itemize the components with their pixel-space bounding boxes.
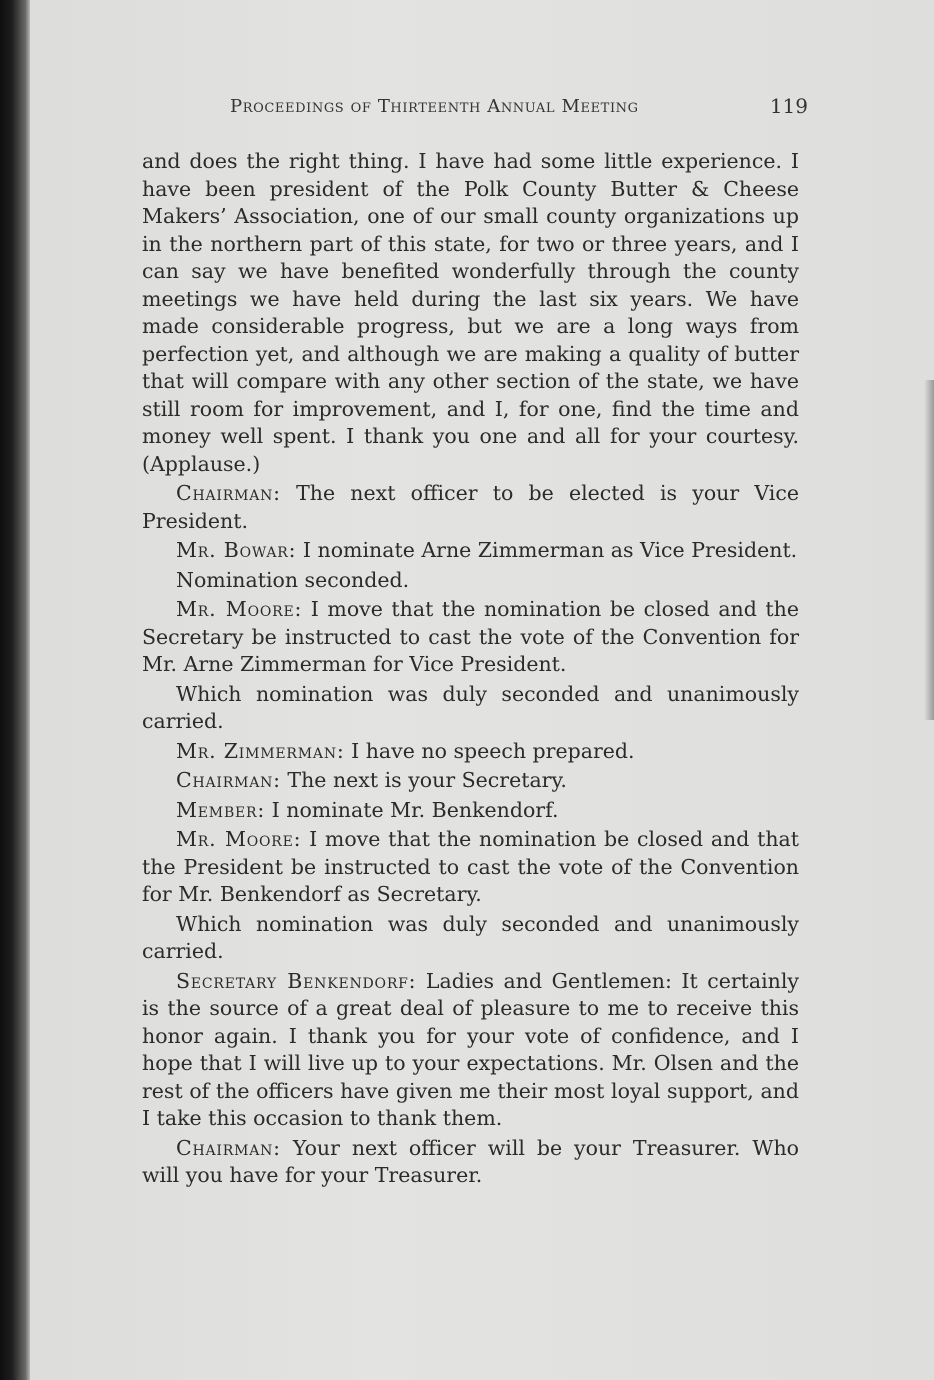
paragraph [142,797,799,825]
paragraph-text: I nominate Mr. Benkendorf. [271,797,559,822]
paragraph-text: Which nomination was duly seconded and unanimously carried. [142,681,799,733]
paragraph-text: Which nomination was duly seconded and unanimously carried. [142,911,799,963]
paragraph [142,148,799,478]
running-header [230,96,808,126]
paragraph-text: I have no speech prepared. [351,738,635,763]
page-number: 119 [769,94,808,118]
paragraph [142,567,799,595]
speaker-label: Chairman: [176,481,281,505]
paragraph-text: Your next officer will be your Treasurer. Who will you have for your Treasurer. [142,1135,799,1187]
paragraph [142,1135,799,1190]
paragraph-text: I nominate Arne Zimmerman as Vice President. [302,538,798,562]
speaker-label: Mr. Moore: [176,827,302,851]
running-title: Proceedings of Thirteenth Annual Meeting [230,96,639,117]
page-edge-shadow [924,380,934,720]
speaker-label: Chairman: [176,768,281,792]
paragraph [142,767,799,795]
speaker-label: Secretary Benkendorf: [176,968,417,993]
paragraph-text: Nomination seconded. [176,567,410,592]
speaker-label: Mr. Bowar: [176,538,297,562]
paragraph-text: The next officer to be elected is your Vice President. [142,481,799,533]
paragraph-text: and does the right thing. I have had some little experience. I have been president of the Polk County Butter & Cheese Makers’ Association, one of our small county organizations up in the northern part of this state, for two or three years, and I can say we have benefited wonderfully through the county meetings we have held during the last six years. We have made considerable progress, but we are a long ways from perfection yet, and although we are making a quality of butter that will compare with any other section of the state, we have still room for improvement, and I, for one, find the time and money well spent. I thank you one and all for your courtesy. (Applause.) [142,149,799,476]
speaker-label: Chairman: [176,1135,281,1160]
speaker-label: Mr. Moore: [176,597,303,621]
paragraph [142,596,799,679]
paragraph [142,537,799,565]
paragraph-text: The next is your Secretary. [287,768,567,792]
paragraph [142,681,799,736]
speaker-label: Member: [176,797,266,822]
paragraph-text: Ladies and Gentlemen: It certainly is the source of a great deal of pleasure to me to receive this honor again. I thank you for your vote of confidence, and I hope that I will live up to your expectations. Mr. Olsen and the rest of the officers have given me their most loyal support, and I take this occasion to thank them. [142,968,799,1130]
paragraph [142,911,799,966]
book-spine-shadow [0,0,30,1380]
paragraph-text: I move that the nomination be closed and that the President be instructed to cast the vote of the Convention for Mr. Benkendorf as Secretary. [142,827,799,906]
paragraph [142,480,799,535]
paragraph [142,968,799,1133]
speaker-label: Mr. Zimmerman: [176,738,345,763]
body-text [142,148,799,1190]
paragraph [142,826,799,909]
paragraph [142,738,799,766]
paragraph-text: I move that the nomination be closed and the Secretary be instructed to cast the vote of the Convention for Mr. Arne Zimmerman for Vice President. [142,597,799,676]
